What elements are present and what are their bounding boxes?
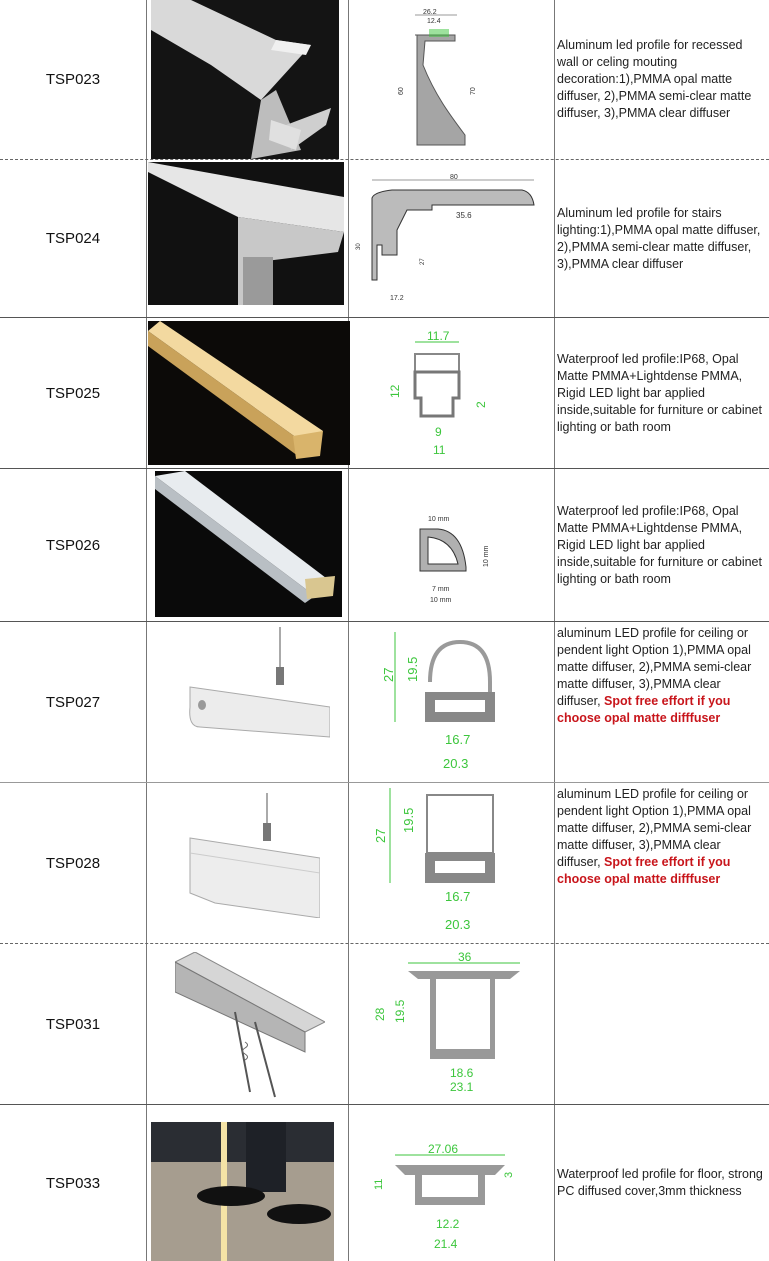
dim-label: 19.5: [405, 656, 420, 682]
profile-drawing: [352, 170, 552, 310]
description-text: Aluminum led profile for stairs lighting:1),PMMA opal matte diffuser, 2),PMMA semi-clear matte diffuser, 3),PMMA clear diffuser: [557, 205, 761, 271]
product-photo: [148, 162, 344, 305]
dim-label: 21.4: [434, 1237, 458, 1251]
dim-label: 16.7: [445, 732, 471, 747]
product-photo: [151, 0, 339, 159]
table-row: [0, 622, 769, 783]
dim-label: 20.3: [443, 756, 469, 771]
dim-label: 16.7: [445, 889, 471, 904]
product-photo: [151, 1122, 334, 1261]
dim-label: 11.7: [427, 329, 450, 343]
dim-label: 10 mm: [430, 597, 452, 604]
product-photo: [180, 627, 330, 747]
description-text: Waterproof led profile for floor, strong PC diffused cover,3mm thickness: [557, 1167, 763, 1198]
model-code: TSP033: [45, 1174, 101, 1192]
profile-drawing: [360, 1130, 530, 1255]
model-code: TSP024: [45, 230, 101, 247]
model-code: TSP031: [45, 1015, 101, 1033]
dim-label: 12: [388, 384, 402, 398]
highlight-text: Spot free effort if you choose opal matte difffuser: [557, 694, 731, 725]
description-text: Aluminum led profile for recessed wall or celing mouting decoration:1),PMMA opal matte diffuser, 2),PMMA semi-clear matte diffuser, 3),PMMA clear diffuser: [557, 38, 752, 120]
dim-label: 3: [503, 1171, 515, 1178]
product-description: [557, 1105, 765, 1261]
dim-label: 27: [373, 828, 388, 843]
product-description: [557, 469, 765, 621]
dim-label: 35.6: [456, 211, 472, 220]
dim-label: 26.2: [423, 9, 437, 16]
dim-label: 17.2: [390, 295, 404, 302]
dim-label: 18.6: [450, 1066, 474, 1080]
dim-label: 80: [450, 174, 458, 181]
profile-drawing: [365, 783, 555, 941]
table-row: [0, 0, 769, 160]
table-row: [0, 1105, 769, 1261]
product-description: [557, 783, 765, 943]
dim-label: 12.2: [436, 1217, 460, 1231]
description-text: aluminum LED profile for ceiling or pendent light Option 1),PMMA opal matte diffuser, 2),PMMA semi-clear matte diffuser, 3),PMMA clear diffuser,: [557, 787, 752, 869]
dim-label: 10 mm: [483, 545, 490, 567]
table-row: [0, 783, 769, 944]
product-photo: [155, 471, 342, 617]
highlight-text: Spot free effort if you choose opal matte difffuser: [557, 855, 731, 886]
dim-label: 12.4: [427, 18, 441, 25]
model-code: TSP027: [45, 693, 101, 711]
table-row: [0, 160, 769, 318]
dim-label: 28: [373, 1007, 387, 1021]
product-photo: [175, 952, 325, 1100]
product-description: [557, 0, 765, 159]
dim-label: 23.1: [450, 1080, 474, 1094]
description-text: Waterproof led profile:IP68, Opal Matte PMMA+Lightdense PMMA, Rigid LED light bar applied inside,suitable for furniture or cabinet lighting or bath room: [557, 351, 762, 434]
dim-label: 20.3: [445, 917, 471, 932]
dim-label: 10 mm: [428, 516, 450, 523]
description-text: Waterproof led profile:IP68, Opal Matte PMMA+Lightdense PMMA, Rigid LED light bar applied inside,suitable for furniture or cabinet lighting or bath room: [557, 503, 762, 586]
dim-label: 36: [458, 950, 472, 964]
dim-label: 27.06: [428, 1142, 459, 1156]
product-description: [557, 318, 765, 468]
model-code: TSP028: [45, 854, 101, 872]
table-row: [0, 318, 769, 469]
profile-drawing: [383, 326, 493, 466]
dim-label: 2: [474, 401, 488, 408]
dim-label: 70: [470, 87, 477, 95]
dim-label: 30: [356, 243, 362, 250]
profile-drawing: [365, 622, 555, 780]
dim-label: 9: [435, 425, 442, 439]
product-description: [557, 160, 765, 317]
dim-label: 19.5: [401, 807, 416, 833]
profile-drawing: [370, 949, 530, 1099]
description-text: aluminum LED profile for ceiling or pendent light Option 1),PMMA opal matte diffuser, 2),PMMA semi-clear matte diffuser, 3),PMMA clear diffuser,: [557, 626, 752, 708]
table-row: [0, 944, 769, 1105]
profile-drawing: [395, 5, 485, 155]
model-code: TSP026: [45, 536, 101, 554]
dim-label: 7 mm: [432, 586, 450, 593]
dim-label: 27: [381, 667, 396, 682]
profile-drawing: [400, 509, 495, 609]
product-description: [557, 622, 765, 782]
product-photo: [185, 793, 320, 918]
dim-label: 19.5: [393, 999, 407, 1023]
model-code: TSP023: [45, 71, 101, 88]
dim-label: 11: [433, 443, 446, 457]
table-row: [0, 469, 769, 622]
dim-label: 60: [398, 87, 405, 95]
dim-label: 27: [420, 258, 426, 265]
model-code: TSP025: [45, 384, 101, 402]
product-description: [557, 944, 765, 1104]
dim-label: 11: [373, 1178, 385, 1190]
product-photo: [148, 321, 350, 465]
